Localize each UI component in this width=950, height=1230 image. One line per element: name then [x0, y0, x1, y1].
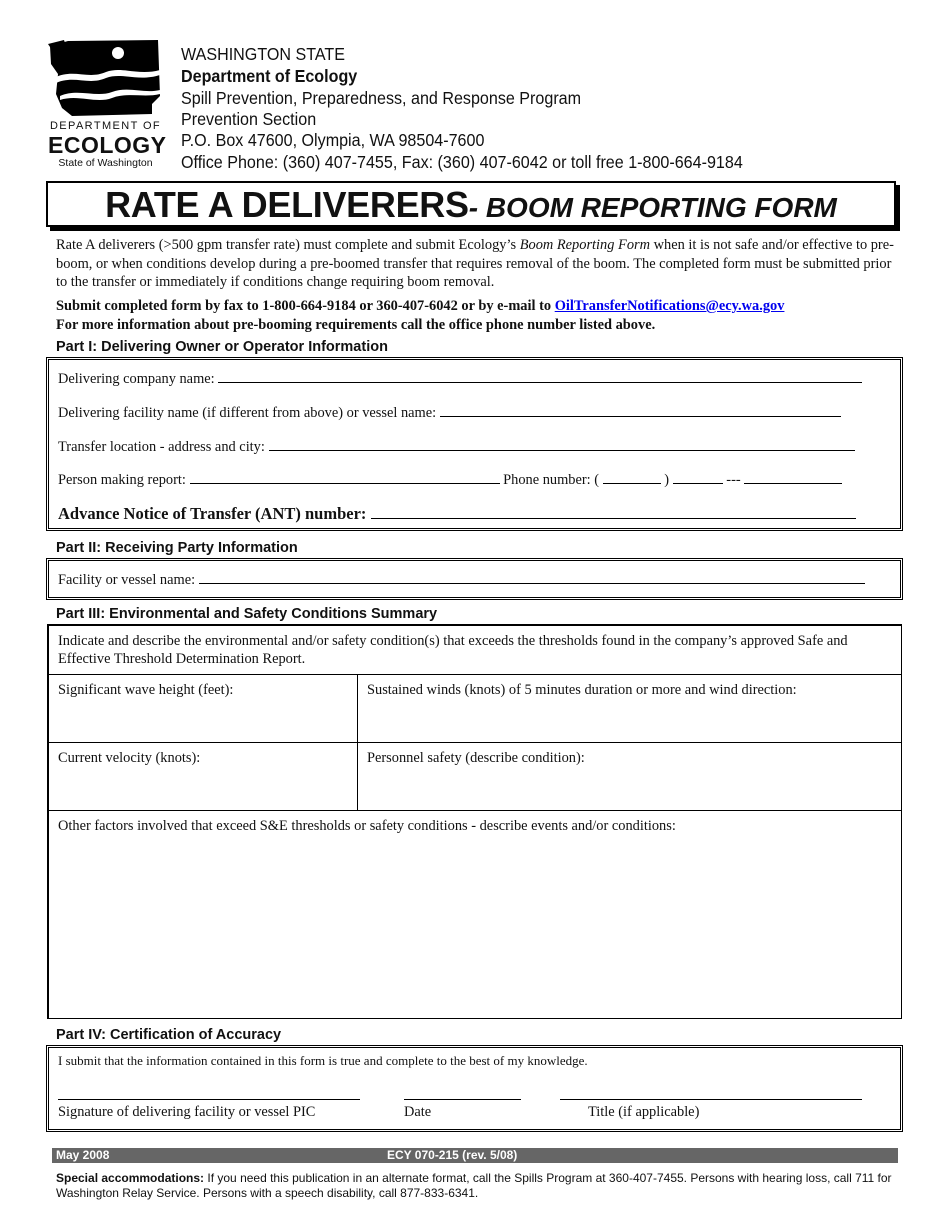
intro-text-2: when it is not safe and/or effective to pre-boom, or when conditions develop during a pre-boomed transfer that requires removal of the boom. The completed form must be submitted prior to the transfer or immediately if conditions change requiring boom removal. [56, 237, 894, 290]
facility-name-label: Delivering facility name (if different from above) or vessel name: [58, 405, 437, 421]
special-text: If you need this publication in an alternate format, call the Spills Program at 360-407-7455. Persons with hearing loss, call 711 for Washington Relay Service. Persons with a speech disability, call 877-833-6341. [56, 1171, 892, 1200]
phone-paren-close: ) [664, 472, 670, 488]
intro-paragraph [56, 236, 896, 292]
current-velocity-label: Current velocity (knots): [58, 750, 201, 766]
transfer-location-row [58, 437, 855, 456]
company-name-label: Delivering company name: [58, 371, 215, 387]
other-factors-label: Other factors involved that exceed S&E thresholds or safety conditions - describe events and/or conditions: [58, 818, 676, 834]
sustained-winds-cell[interactable] [358, 675, 902, 743]
conditions-intro: Indicate and describe the environmental and/or safety condition(s) that exceeds the thresholds found in the company’s approved Safe and Effective Threshold Determination Report. [49, 626, 902, 675]
facility-name-field[interactable] [440, 403, 841, 417]
current-velocity-cell[interactable] [49, 743, 358, 811]
part3-heading: Part III: Environmental and Safety Conditions Summary [56, 606, 438, 622]
part4-heading: Part IV: Certification of Accuracy [56, 1027, 282, 1043]
submit-email-link[interactable]: OilTransferNotifications@ecy.wa.gov [554, 298, 785, 314]
form-subtitle: - BOOM REPORTING FORM [468, 192, 837, 223]
logo-label-bottom: State of Washington [58, 157, 153, 169]
logo-label-main: ECOLOGY [48, 132, 167, 158]
phone-separator: --- [726, 472, 741, 488]
person-phone-row [58, 470, 842, 489]
form-title-box [46, 181, 896, 227]
phone-line-field[interactable] [744, 470, 842, 484]
header-phone: Office Phone: (360) 407-7455, Fax: (360) 407-6042 or toll free 1-800-664-9184 [181, 152, 743, 172]
receiving-facility-field[interactable] [199, 570, 865, 584]
title-field[interactable] [560, 1099, 862, 1100]
company-name-field[interactable] [218, 369, 862, 383]
title-label: Title (if applicable) [588, 1104, 700, 1120]
phone-area-code-field[interactable] [603, 470, 661, 484]
signature-field[interactable] [58, 1099, 360, 1100]
wave-height-cell[interactable] [49, 675, 358, 743]
ant-row [58, 504, 856, 524]
company-name-row [58, 369, 862, 388]
intro-text-1: Rate A deliverers (>500 gpm transfer rate) must complete and submit Ecology’s [56, 237, 520, 253]
footer-bar [52, 1148, 898, 1163]
phone-label: Phone number: ( [503, 472, 600, 488]
sustained-winds-label: Sustained winds (knots) of 5 minutes duration or more and wind direction: [367, 682, 797, 698]
ecology-logo-icon [48, 38, 163, 120]
intro-form-name: Boom Reporting Form [519, 237, 651, 253]
special-accommodations [56, 1171, 896, 1201]
transfer-location-label: Transfer location - address and city: [58, 439, 265, 455]
form-title: RATE A DELIVERERS [105, 184, 469, 225]
special-label: Special accommodations: [56, 1171, 205, 1185]
transfer-location-field[interactable] [269, 437, 855, 451]
conditions-table [48, 625, 902, 1019]
part2-heading: Part II: Receiving Party Information [56, 540, 298, 556]
part1-heading: Part I: Delivering Owner or Operator Information [56, 339, 388, 355]
person-label: Person making report: [58, 472, 186, 488]
logo-label-top: DEPARTMENT OF [49, 120, 162, 132]
footer-form-number: ECY 070-215 (rev. 5/08) [387, 1148, 518, 1162]
certification-statement: I submit that the information contained in this form is true and complete to the best of my knowledge. [58, 1053, 588, 1068]
signature-label: Signature of delivering facility or vessel PIC [58, 1104, 316, 1120]
header-address: P.O. Box 47600, Olympia, WA 98504-7600 [181, 130, 485, 150]
ecology-logo [48, 38, 167, 170]
other-factors-cell[interactable] [49, 811, 902, 1019]
header-section: Prevention Section [181, 109, 317, 129]
date-label: Date [404, 1104, 432, 1120]
facility-name-row [58, 403, 841, 422]
ant-number-field[interactable] [371, 505, 856, 519]
phone-prefix-field[interactable] [673, 470, 723, 484]
header-state: WASHINGTON STATE [181, 44, 345, 64]
footer-date: May 2008 [56, 1148, 110, 1162]
receiving-facility-row [58, 570, 865, 589]
wave-height-label: Significant wave height (feet): [58, 682, 234, 698]
submit-line: Submit completed form by fax to 1-800-664-9184 or 360-407-6042 or by e-mail to [56, 298, 555, 314]
header-program: Spill Prevention, Preparedness, and Response Program [181, 88, 582, 108]
receiving-facility-label: Facility or vessel name: [58, 572, 196, 588]
personnel-safety-label: Personnel safety (describe condition): [367, 750, 585, 766]
header-department: Department of Ecology [181, 66, 358, 86]
ant-label: Advance Notice of Transfer (ANT) number: [58, 504, 367, 523]
person-field[interactable] [190, 470, 500, 484]
personnel-safety-cell[interactable] [358, 743, 902, 811]
more-info-line: For more information about pre-booming requirements call the office phone number listed above. [56, 316, 656, 333]
date-field[interactable] [404, 1099, 521, 1100]
submit-instructions [56, 297, 896, 334]
